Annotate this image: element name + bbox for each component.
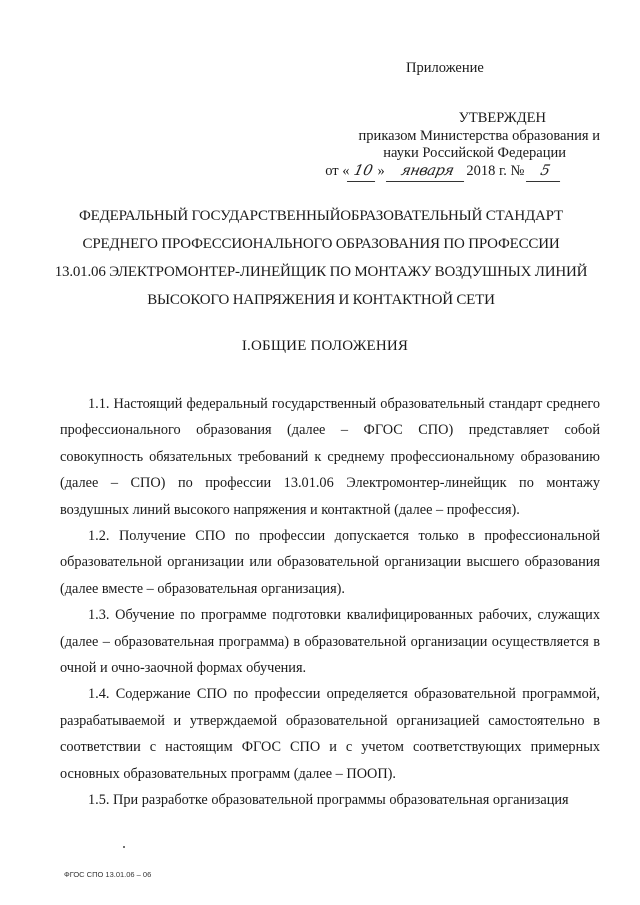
paragraph-1-2: 1.2. Получение СПО по профессии допускается только в профессиональной образовательной организации или образовательной организации высшего образования (далее вместе – образовательная организация).	[60, 528, 600, 597]
approved-title: УТВЕРЖДЕН	[458, 110, 546, 126]
order-year: 2018 г. №	[466, 162, 525, 179]
order-mid: »	[377, 162, 385, 179]
order-day: 10	[348, 163, 380, 182]
document-body	[60, 391, 600, 814]
standard-title-line-4: ВЫСОКОГО НАПРЯЖЕНИЯ И КОНТАКТНОЙ СЕТИ	[147, 292, 495, 308]
standard-title	[40, 202, 602, 314]
order-line-1: приказом Министерства образования и	[358, 127, 600, 144]
footer-code: ФГОС СПО 13.01.06 – 06	[64, 870, 152, 879]
paragraph-1-4: 1.4. Содержание СПО по профессии определяется образовательной программой, разрабатываемой и утверждаемой образовательной организацией самостоятельно в соответствии с настоящим ФГОС СПО и с учетом соответствующих примерных основных образовательных программ (далее – ПООП).	[60, 686, 600, 782]
order-prefix: от «	[325, 162, 350, 179]
appendix-label: Приложение	[406, 60, 484, 76]
paragraph-1-5: 1.5. При разработке образовательной программы образовательная организация	[88, 792, 569, 809]
order-date-line	[300, 163, 600, 182]
order-month: января	[386, 163, 468, 182]
order-line-2: науки Российской Федерации	[383, 145, 566, 161]
standard-title-line-3: 13.01.06 ЭЛЕКТРОМОНТЕР-ЛИНЕЙЩИК ПО МОНТАЖУ ВОЗДУШНЫХ ЛИНИЙ	[54, 264, 588, 280]
approval-block	[300, 110, 600, 181]
paragraph-1-3: 1.3. Обучение по программе подготовки квалифицированных рабочих, служащих (далее – образовательная программа) в образовательной организации осуществляется в очной и очно-заочной формах обучения.	[60, 607, 600, 677]
scan-dot	[123, 846, 125, 848]
paragraph-1-1: 1.1. Настоящий федеральный государственный образовательный стандарт среднего профессионального образования (далее – ФГОС СПО) представляет собой совокупность обязательных требований к среднему профессиональному образованию (далее – СПО) по профессии 13.01.06 Электромонтер-линейщик по монтажу воздушных линий высокого напряжения и контактной (далее – профессия).	[60, 396, 600, 518]
order-number: 5	[526, 163, 564, 182]
standard-title-line-2: СРЕДНЕГО ПРОФЕССИОНАЛЬНОГО ОБРАЗОВАНИЯ ПО ПРОФЕССИИ	[82, 236, 560, 252]
section-title: I.ОБЩИЕ ПОЛОЖЕНИЯ	[241, 338, 409, 354]
standard-title-line-1: ФЕДЕРАЛЬНЫЙ ГОСУДАРСТВЕННЫЙОБРАЗОВАТЕЛЬНЫЙ СТАНДАРТ	[79, 208, 563, 224]
